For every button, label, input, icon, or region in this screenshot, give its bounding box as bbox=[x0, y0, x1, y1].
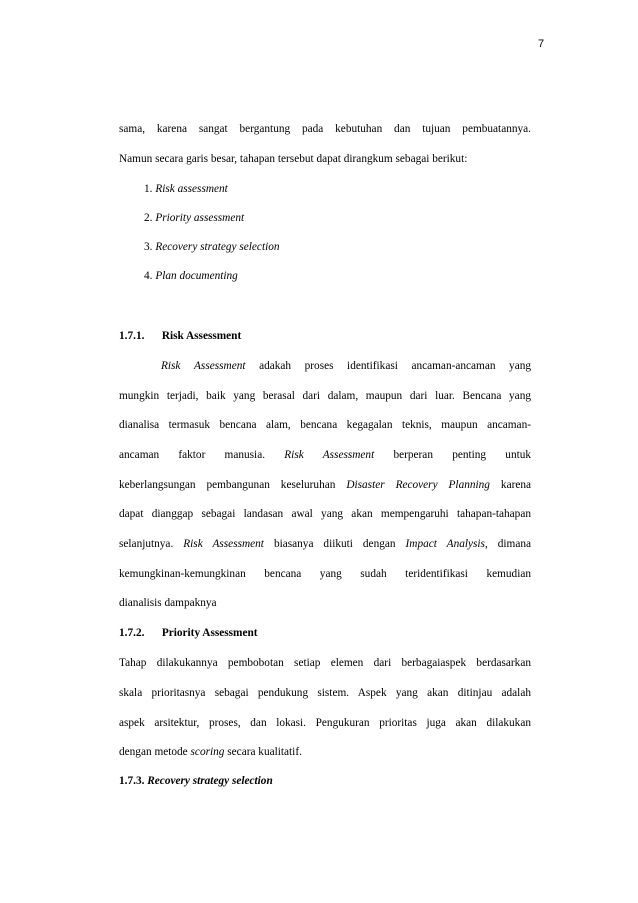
text-line: aspek arsitektur, proses, dan lokasi. Pengukuran prioritas juga akan dilakukan bbox=[119, 717, 531, 729]
text-line: keberlangsungan pembangunan keseluruhan Disaster Recovery Planning karena bbox=[119, 479, 532, 491]
list-text: Priority assessment bbox=[155, 212, 245, 224]
section-number: 1.7.3. bbox=[119, 775, 145, 787]
text-line: Tahap dilakukannya pembobotan setiap elemen dari berbagaiaspek berdasarkan bbox=[119, 657, 531, 669]
text-line: Risk Assessment adakah proses identifikasi ancaman-ancaman yang bbox=[161, 360, 532, 372]
list-number: 3. bbox=[144, 241, 153, 253]
section-heading bbox=[119, 774, 531, 788]
list-item bbox=[144, 240, 280, 254]
list-number: 1. bbox=[144, 183, 153, 195]
section-heading bbox=[119, 626, 531, 640]
list-text: Plan documenting bbox=[155, 270, 238, 282]
list-text: Risk assessment bbox=[155, 183, 228, 195]
text-line: dianalisa termasuk bencana alam, bencana kegagalan teknis, maupun ancaman- bbox=[119, 419, 531, 431]
text-line: sama, karena sangat bergantung pada kebutuhan dan tujuan pembuatannya. bbox=[119, 123, 531, 135]
section-title: Risk Assessment bbox=[161, 330, 242, 342]
list-number: 4. bbox=[144, 270, 153, 282]
text-line: dianalisis dampaknya bbox=[119, 597, 217, 609]
text-line: dengan metode scoring secara kualitatif. bbox=[119, 746, 302, 758]
text-line: selanjutnya. Risk Assessment biasanya diikuti dengan Impact Analysis, dimana bbox=[119, 538, 532, 550]
text-line: dapat dianggap sebagai landasan awal yang akan mempengaruhi tahapan-tahapan bbox=[119, 508, 531, 520]
list-item bbox=[144, 211, 244, 225]
text-line: ancaman faktor manusia. Risk Assessment berperan penting untuk bbox=[119, 449, 532, 461]
page-number: 7 bbox=[538, 38, 545, 50]
text-line: skala prioritasnya sebagai pendukung sistem. Aspek yang akan ditinjau adalah bbox=[119, 687, 531, 699]
list-text: Recovery strategy selection bbox=[155, 241, 280, 253]
section-title: Priority Assessment bbox=[161, 627, 258, 639]
section-number: 1.7.1. bbox=[119, 330, 145, 342]
section-number: 1.7.2. bbox=[119, 627, 145, 639]
list-item bbox=[144, 269, 238, 283]
section-heading bbox=[119, 329, 531, 343]
text-line: mungkin terjadi, baik yang berasal dari dalam, maupun dari luar. Bencana yang bbox=[119, 390, 531, 402]
section-title: Recovery strategy selection bbox=[147, 775, 273, 787]
list-item bbox=[144, 182, 228, 196]
list-number: 2. bbox=[144, 212, 153, 224]
text-line: kemungkinan-kemungkinan bencana yang sudah teridentifikasi kemudian bbox=[119, 568, 531, 580]
text-line: Namun secara garis besar, tahapan tersebut dapat dirangkum sebagai berikut: bbox=[119, 153, 468, 165]
